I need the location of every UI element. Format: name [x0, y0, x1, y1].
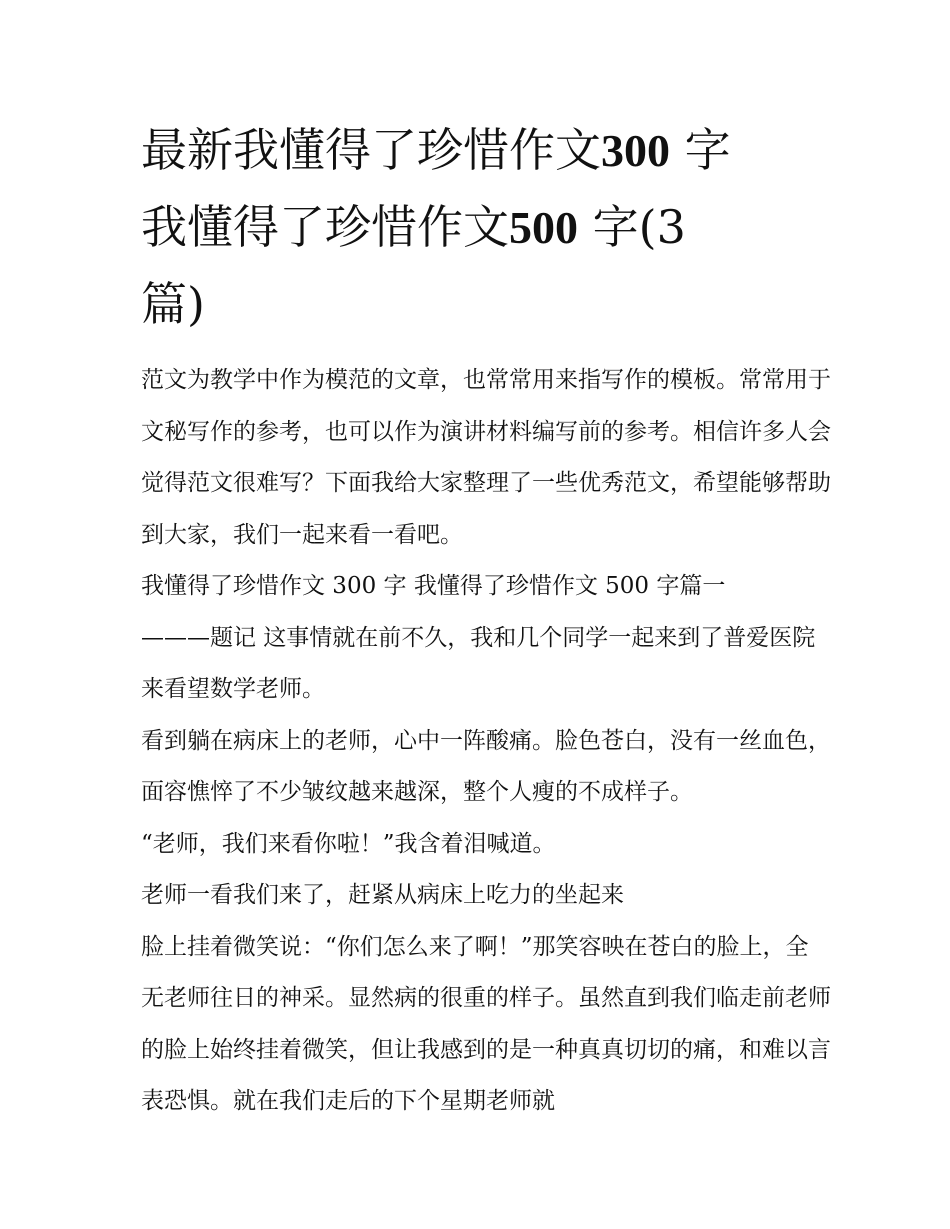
- title-line1-prefix: 最新我懂得了珍惜作文: [141, 123, 601, 177]
- title-line1-suffix: 字: [684, 123, 731, 177]
- title-line2-suffix: 字(3: [592, 200, 686, 254]
- paragraph-intro: 范文为教学中作为模范的文章，也常常用来指写作的模板。常常用于文秘写作的参考，也可以作为演讲材料编写前的参考。相信许多人会觉得范文很难写？下面我给大家整理了一些优秀范文，希望能够帮助到大家，我们一起来看一看吧。: [141, 367, 831, 548]
- title-line2-prefix: 我懂得了珍惜作文: [141, 200, 509, 254]
- paragraph-epigraph: ———题记 这事情就在前不久，我和几个同学一起来到了普爱医院来看望数学老师。: [141, 624, 816, 702]
- document-title: [141, 112, 821, 342]
- title-line3: 篇): [141, 277, 205, 331]
- title-line1-number: 300: [601, 125, 670, 176]
- document-body: [141, 355, 831, 1128]
- paragraph-greeting: “老师，我们来看你啦！”我含着泪喊道。: [141, 830, 556, 857]
- title-line2-number: 500: [509, 202, 578, 253]
- paragraph-teacher-sits-up: 老师一看我们来了，赶紧从病床上吃力的坐起来: [141, 882, 624, 908]
- paragraph-teacher-smile: 脸上挂着微笑说：“你们怎么来了啊！”那笑容映在苍白的脸上，全无老师往日的神采。显然病的很重的样子。虽然直到我们临走前老师的脸上始终挂着微笑，但让我感到的是一种真真切切的痛，和难以言表恐惧。就在我们走后的下个星期老师就: [141, 933, 831, 1114]
- paragraph-heading: 我懂得了珍惜作文 300 字 我懂得了珍惜作文 500 字篇一: [141, 573, 726, 599]
- paragraph-hospital: 看到躺在病床上的老师，心中一阵酸痛。脸色苍白，没有一丝血色，面容憔悴了不少皱纹越来越深，整个人瘦的不成样子。: [141, 727, 831, 805]
